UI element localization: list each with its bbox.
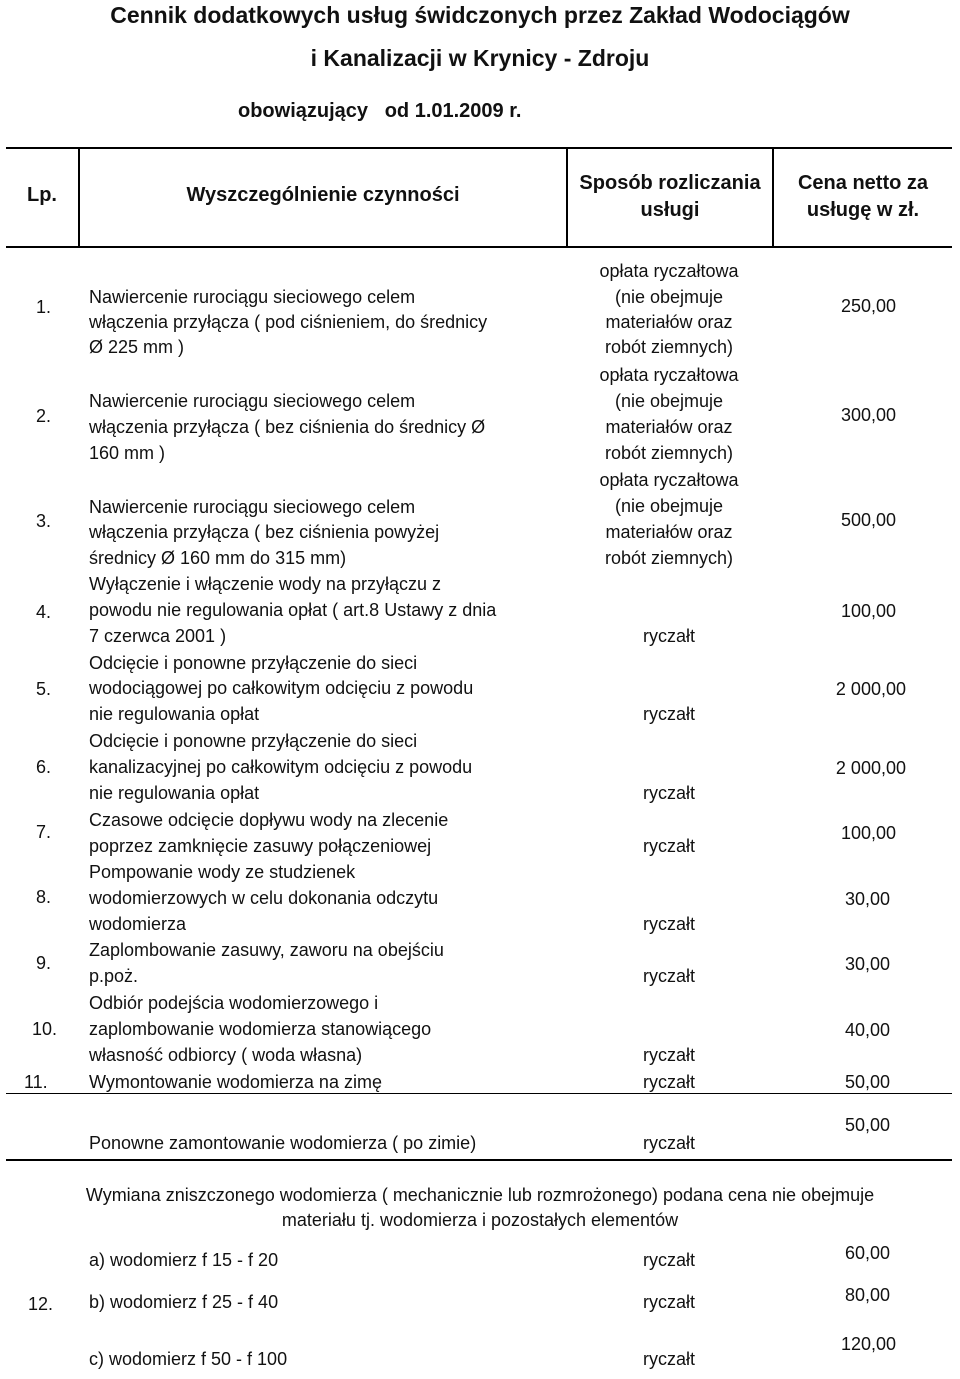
row-12-item-price: 80,00	[844, 1285, 890, 1305]
row-4-desc: powodu nie regulowania opłat ( art.8 Ustawy z dnia	[89, 600, 497, 620]
header-description: Wyszczególnienie czynności	[186, 184, 460, 206]
row-12-item-price: 120,00	[840, 1334, 896, 1354]
row-2-method: (nie obejmuje	[614, 391, 724, 411]
row-6-method: ryczałt	[642, 783, 695, 803]
row-5-lp: 5.	[36, 679, 52, 699]
row-8-desc: Pompowanie wody ze studzienek	[89, 862, 356, 882]
row-5-method: ryczałt	[642, 704, 695, 724]
row-1-method: (nie obejmuje	[614, 287, 724, 307]
row-divider-note	[6, 1159, 952, 1161]
row-12-item-desc: c) wodomierz f 50 - f 100	[89, 1349, 288, 1369]
row-12-item-method: ryczałt	[642, 1250, 695, 1270]
row-11b-desc: Ponowne zamontowanie wodomierza ( po zimie)	[89, 1133, 477, 1153]
row-2-desc: Nawiercenie rurociągu sieciowego celem	[89, 391, 416, 411]
row-10-desc: własność odbiorcy ( woda własna)	[89, 1045, 363, 1065]
row-2-lp: 2.	[36, 406, 52, 426]
header-price-1: Cena netto za	[797, 172, 929, 194]
row-7-method: ryczałt	[642, 836, 695, 856]
row-1-method: materiałów oraz	[605, 312, 733, 332]
row-8-desc: wodomierzowych w celu dokonania odczytu	[89, 888, 439, 908]
row-5-desc: nie regulowania opłat	[89, 704, 260, 724]
row-4-method: ryczałt	[642, 626, 695, 646]
row-10-method: ryczałt	[642, 1045, 695, 1065]
row-2-price: 300,00	[840, 405, 896, 425]
row-10-lp: 10.	[32, 1019, 58, 1039]
header-bottom-border	[6, 246, 952, 248]
row-8-price: 30,00	[844, 889, 890, 909]
row-3-desc: średnicy Ø 160 mm do 315 mm)	[89, 548, 347, 568]
row-7-lp: 7.	[36, 822, 52, 842]
row-11-price: 50,00	[844, 1072, 890, 1092]
row-7-price: 100,00	[840, 823, 896, 843]
header-method-2: usługi	[640, 199, 700, 221]
row-1-price: 250,00	[840, 296, 896, 316]
row-9-price: 30,00	[844, 954, 890, 974]
row-3-desc: Nawiercenie rurociągu sieciowego celem	[89, 497, 416, 517]
row-12-item-price: 60,00	[844, 1243, 890, 1263]
row-12-item-method: ryczałt	[642, 1292, 695, 1312]
row-2-desc: włączenia przyłącza ( bez ciśnienia do średnicy Ø	[89, 417, 486, 437]
row-9-lp: 9.	[36, 953, 52, 973]
row-11b-price: 50,00	[844, 1115, 890, 1135]
row-9-desc: Zaplombowanie zasuwy, zaworu na obejściu	[89, 940, 444, 960]
row-7-desc: poprzez zamknięcie zasuwy połączeniowej	[89, 836, 432, 856]
note-line-2: materiału tj. wodomierza i pozostałych elementów	[281, 1210, 679, 1230]
row-12-item-desc: a) wodomierz f 15 - f 20	[89, 1250, 279, 1270]
row-3-price: 500,00	[840, 510, 896, 530]
row-4-price: 100,00	[840, 601, 896, 621]
row-8-method: ryczałt	[642, 914, 695, 934]
row-6-desc: Odcięcie i ponowne przyłączenie do sieci	[89, 731, 418, 751]
row-9-desc: p.poż.	[89, 966, 139, 986]
row-2-method: opłata ryczałtowa	[599, 365, 739, 385]
row-11-desc: Wymontowanie wodomierza na zimę	[89, 1072, 382, 1092]
row-1-lp: 1.	[36, 297, 52, 317]
row-1-desc: Nawiercenie rurociągu sieciowego celem	[89, 287, 416, 307]
row-2-method: materiałów oraz	[605, 417, 733, 437]
row-3-method: robót ziemnych)	[604, 548, 734, 568]
note-line-1: Wymiana zniszczonego wodomierza ( mechanicznie lub rozmrożonego) podana cena nie obejmuje	[85, 1185, 875, 1205]
row-1-desc: Ø 225 mm )	[89, 337, 185, 357]
row-12-item-desc: b) wodomierz f 25 - f 40	[89, 1292, 279, 1312]
header-lp: Lp.	[27, 184, 57, 206]
row-3-lp: 3.	[36, 511, 52, 531]
row-4-desc: 7 czerwca 2001 )	[89, 626, 227, 646]
row-12-item-method: ryczałt	[642, 1349, 695, 1369]
row-2-method: robót ziemnych)	[604, 443, 734, 463]
row-6-price: 2 000,00	[835, 758, 906, 778]
row-1-desc: włączenia przyłącza ( pod ciśnieniem, do średnicy	[89, 312, 488, 332]
row-2-desc: 160 mm )	[89, 443, 166, 463]
page-title: Cennik dodatkowych usług świdczonych przez Zakład Wodociągów	[110, 2, 850, 28]
row-10-desc: Odbiór podejścia wodomierzowego i	[89, 993, 379, 1013]
row-9-method: ryczałt	[642, 966, 695, 986]
row-7-desc: Czasowe odcięcie dopływu wody na zlecenie	[89, 810, 449, 830]
row-6-desc: kanalizacyjnej po całkowitym odcięciu z powodu	[89, 757, 473, 777]
row-1-method: robót ziemnych)	[604, 337, 734, 357]
valid-from: obowiązujący od 1.01.2009 r.	[238, 100, 522, 122]
row-3-method: (nie obejmuje	[614, 496, 724, 516]
row-10-desc: zaplombowanie wodomierza stanowiącego	[89, 1019, 432, 1039]
row-11-lp: 11.	[24, 1072, 48, 1092]
row-1-method: opłata ryczałtowa	[599, 261, 739, 281]
row-3-method: opłata ryczałtowa	[599, 470, 739, 490]
row-5-desc: Odcięcie i ponowne przyłączenie do sieci	[89, 653, 418, 673]
row-10-price: 40,00	[844, 1020, 890, 1040]
row-8-desc: wodomierza	[89, 914, 187, 934]
header-price-2: usługę w zł.	[806, 199, 920, 221]
row-4-lp: 4.	[36, 602, 52, 622]
row-8-lp: 8.	[36, 887, 52, 907]
table-top-border	[6, 147, 952, 149]
row-6-desc: nie regulowania opłat	[89, 783, 260, 803]
row-4-desc: Wyłączenie i włączenie wody na przyłączu z	[89, 574, 441, 594]
header-method-1: Sposób rozliczania	[579, 172, 761, 194]
row-3-method: materiałów oraz	[605, 522, 733, 542]
row-11-method: ryczałt	[642, 1072, 695, 1092]
row-5-desc: wodociągowej po całkowitym odcięciu z powodu	[89, 678, 474, 698]
page-title-line2: i Kanalizacji w Krynicy - Zdroju	[310, 45, 650, 71]
row-5-price: 2 000,00	[835, 679, 906, 699]
row-3-desc: włączenia przyłącza ( bez ciśnienia powyżej	[89, 522, 440, 542]
row-11b-method: ryczałt	[642, 1133, 695, 1153]
row-6-lp: 6.	[36, 757, 52, 777]
row-12-lp: 12.	[28, 1294, 54, 1314]
